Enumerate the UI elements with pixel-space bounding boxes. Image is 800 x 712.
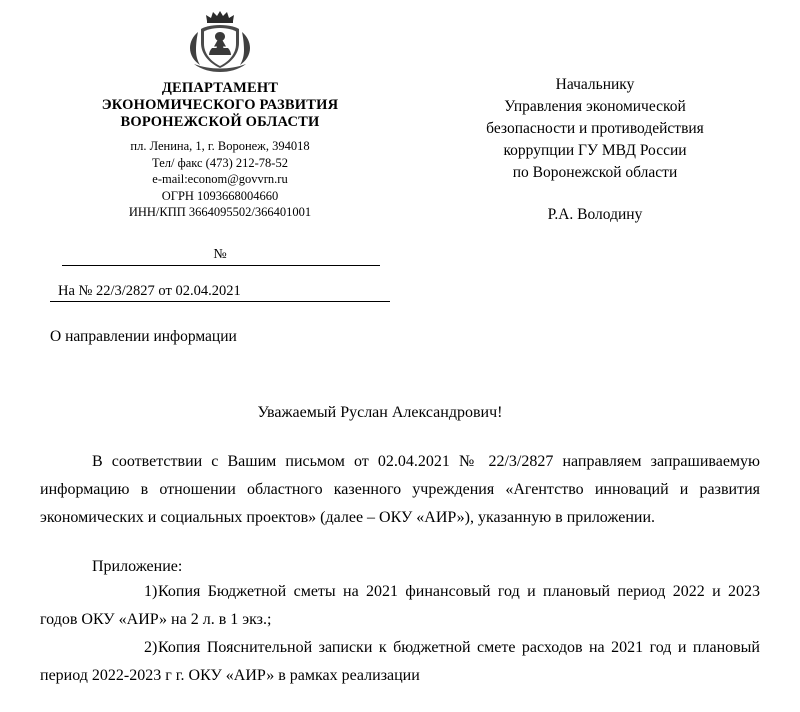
postal-address: пл. Ленина, 1, г. Воронеж, 394018 — [130, 139, 310, 154]
department-name-line-3: ВОРОНЕЖСКОЙ ОБЛАСТИ — [120, 114, 320, 131]
department-name-line-1: ДЕПАРТАМЕНТ — [161, 80, 279, 96]
addressee-block — [430, 8, 760, 226]
list-item — [40, 634, 760, 690]
incoming-reference-row — [50, 280, 390, 306]
letterhead-block — [40, 8, 390, 221]
department-name-line-2: ЭКОНОМИЧЕСКОГО РАЗВИТИЯ — [101, 97, 339, 114]
contact-details — [50, 138, 390, 221]
outgoing-number-label: № — [213, 247, 227, 262]
addressee-line-1: Начальнику — [555, 76, 635, 93]
incoming-reference-text: На № 22/3/2827 от 02.04.2021 — [58, 283, 241, 299]
email-address: e-mail:econom@govvrn.ru — [152, 172, 288, 187]
addressee-person: Р.А. Володину — [547, 206, 643, 223]
department-name — [50, 80, 390, 131]
attachment-list — [40, 578, 760, 690]
body-text — [40, 448, 760, 532]
attachment-text-2: Копия Пояснительной записки к бюджетной смете расходов на 2021 год и плановый период 2022-2023 г г. ОКУ «АИР» в рамках реализации — [40, 639, 760, 684]
addressee-line-3: безопасности и противодействия — [486, 120, 704, 137]
inn-kpp-number: ИНН/КПП 3664095502/366401001 — [128, 205, 312, 220]
letterhead-header — [40, 8, 760, 226]
coat-of-arms-icon — [174, 8, 266, 74]
list-item — [40, 578, 760, 634]
attachment-text-1: Копия Бюджетной сметы на 2021 финансовый год и плановый период 2022 и 2023 годов ОКУ «АИР» на 2 л. в 1 экз.; — [40, 583, 760, 628]
addressee-line-4: коррупции ГУ МВД России — [503, 142, 687, 159]
attachment-number-2: 2) — [144, 639, 158, 656]
document-subject: О направлении информации — [50, 328, 237, 345]
phone-number: Тел/ факс (473) 212-78-52 — [152, 155, 288, 170]
outgoing-number-row — [50, 244, 390, 270]
salutation: Уважаемый Руслан Александрович! — [257, 404, 503, 421]
body-paragraph: В соответствии с Вашим письмом от 02.04.2021 № 22/3/2827 направляем запрашиваемую информацию в отношении областного казенного учреждения «Агентство инноваций и развития экономических и социальных проектов» (далее – ОКУ «АИР»), указанную в приложении. — [40, 453, 760, 526]
reference-numbers — [40, 244, 390, 306]
ogrn-number: ОГРН 1093668004660 — [161, 188, 279, 203]
attachment-number-1: 1) — [144, 583, 158, 600]
addressee-line-5: по Воронежской области — [512, 164, 678, 181]
addressee-line-2: Управления экономической — [504, 98, 686, 115]
attachment-header: Приложение: — [92, 558, 183, 575]
